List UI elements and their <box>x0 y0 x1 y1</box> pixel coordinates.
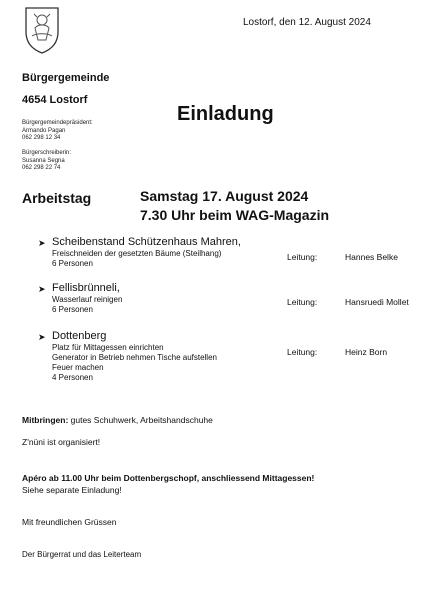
arrow-bullet-icon: ➤ <box>38 238 46 248</box>
task-line: Freischneiden der gesetzten Bäume (Steilhang) <box>52 249 222 258</box>
place-date: Lostorf, den 12. August 2024 <box>243 17 371 28</box>
page-title: Einladung <box>177 103 274 125</box>
signature: Der Bürgerrat und das Leiterteam <box>22 550 142 559</box>
leitung-label: Leitung: <box>287 252 318 262</box>
task-leader: Hannes Belke <box>345 252 398 262</box>
task-item <box>52 282 122 315</box>
task-location: Dottenberg <box>52 330 107 342</box>
event-label: Arbeitstag <box>22 190 92 206</box>
task-line: 4 Personen <box>52 373 93 382</box>
task-line: 6 Personen <box>52 305 93 314</box>
task-line: Generator in Betrieb nehmen Tische aufstellen <box>52 353 217 362</box>
contact-secretary <box>22 150 71 173</box>
znuni-note: Z'nüni ist organisiert! <box>22 437 101 447</box>
contact-phone: 062 298 22 74 <box>22 165 61 171</box>
contact-role: Bürgerschreiberin: <box>22 150 72 156</box>
task-leader: Heinz Born <box>345 347 388 357</box>
greeting: Mit freundlichen Grüssen <box>22 517 117 527</box>
task-line: Wasserlauf reinigen <box>52 295 123 304</box>
mitbringen-text: gutes Schuhwerk, Arbeitshandschuhe <box>68 415 213 425</box>
contact-name: Armando Pagan <box>22 127 66 134</box>
coat-of-arms-icon <box>24 6 60 54</box>
task-line: 6 Personen <box>52 259 93 268</box>
task-line: Platz für Mittagessen einrichten <box>52 343 164 352</box>
mitbringen-note <box>22 415 213 425</box>
apero-subnote: Siehe separate Einladung! <box>22 485 122 495</box>
task-item <box>52 236 241 269</box>
contact-phone: 062 298 12 34 <box>22 135 61 141</box>
leitung-label: Leitung: <box>287 297 318 307</box>
leitung-label: Leitung: <box>287 347 318 357</box>
contact-president <box>22 120 93 143</box>
task-location: Fellisbrünneli, <box>52 282 120 294</box>
event-date: Samstag 17. August 2024 <box>140 188 309 204</box>
mitbringen-label: Mitbringen: <box>22 415 69 425</box>
task-line: Feuer machen <box>52 363 104 372</box>
apero-note: Apéro ab 11.00 Uhr beim Dottenbergschopf, anschliessend Mittagessen! <box>22 473 315 483</box>
org-address: 4654 Lostorf <box>22 94 88 106</box>
task-leader: Hansruedi Mollet <box>345 297 409 307</box>
task-item <box>52 330 217 383</box>
contact-role: Bürgergemeindepräsident: <box>22 120 93 126</box>
arrow-bullet-icon: ➤ <box>38 332 46 342</box>
task-location: Scheibenstand Schützenhaus Mahren, <box>52 236 241 248</box>
org-name: Bürgergemeinde <box>22 72 110 84</box>
contact-name: Susanna Segna <box>22 157 65 164</box>
event-time-place: 7.30 Uhr beim WAG-Magazin <box>140 207 330 223</box>
arrow-bullet-icon: ➤ <box>38 284 46 294</box>
